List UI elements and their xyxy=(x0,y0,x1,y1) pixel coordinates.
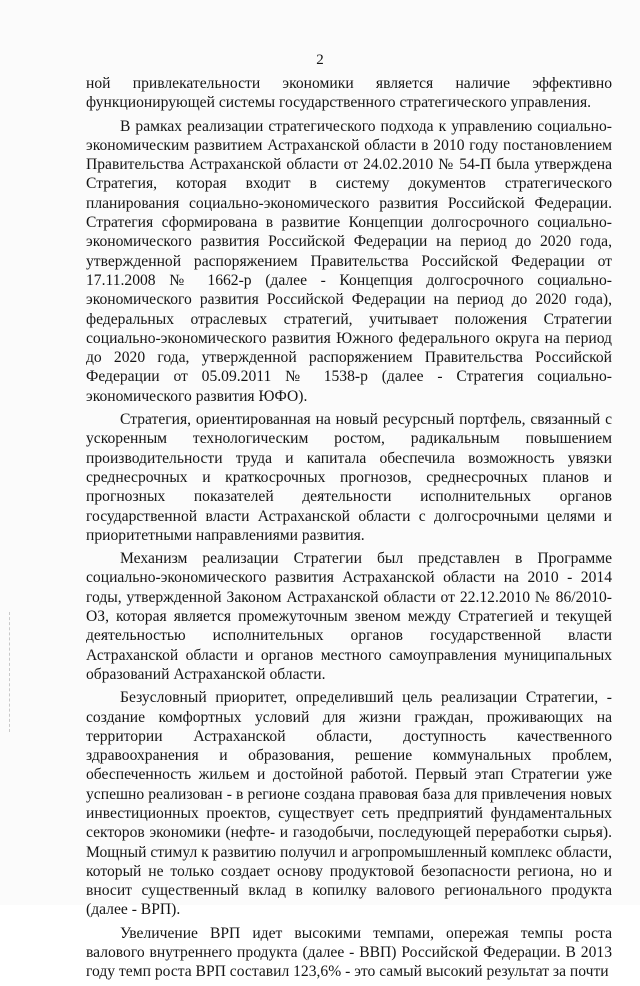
paragraph-resource-portfolio: Стратегия, ориентированная на новый ресурсный портфель, связанный с ускоренным технологическим ростом, радикальным повышением производительности труда и капитала обеспечила возможность увязки среднесрочных и краткосрочных прогнозов, среднесрочных планов и прогнозных показателей деятельности исполнительных органов государственной власти Астраханской области с долгосрочными целями и приоритетными направлениями развития. xyxy=(86,411,612,544)
body-text xyxy=(86,74,612,986)
paragraph-continuation: ной привлекательности экономики является наличие эффективно функционирующей системы государственного стратегического управления. xyxy=(86,75,612,112)
paragraph-strategy-approval: В рамках реализации стратегического подхода к управлению социально-экономическим развитием Астраханской области в 2010 году постановлением Правительства Астраханской области от 24.02.2010 № 54-П была утверждена Стратегия, которая входит в систему документов стратегического планирования социально-экономического развития Российской Федерации. Стратегия сформирована в развитие Концепции долгосрочного социально-экономического развития Российской Федерации на период до 2020 года, утвержденной распоряжением Правительства Российской Федерации от 17.11.2008 № 1662-р (далее - Концепция долгосрочного социально-экономического развития Российской Федерации на период до 2020 года), федеральных отраслевых стратегий, учитывает положения Стратегии социально-экономического развития Южного федерального округа на период до 2020 года, утвержденной распоряжением Правительства Российской Федерации от 05.09.2011 № 1538-р (далее - Стратегия социально-экономического развития ЮФО). xyxy=(86,117,612,405)
paragraph-priority: Безусловный приоритет, определивший цель реализации Стратегии, - создание комфортных условий для жизни граждан, проживающих на территории Астраханской области, доступность качественного здравоохранения и образования, решение коммунальных проблем, обеспеченность жильем и достойной работой. Первый этап Стратегии уже успешно реализован - в регионе создана правовая база для привлечения новых инвестиционных проектов, существует сеть предприятий фундаментальных секторов экономики (нефте- и газодобычи, последующей переработки сырья). Мощный стимул к развитию получил и агропромышленный комплекс области, который не только создает основу продуктовой безопасности региона, но и вносит существенный вклад в копилку валового регионального продукта (далее - ВРП). xyxy=(86,689,612,919)
paragraph-grp-growth: Увеличение ВРП идет высокими темпами, опережая темпы роста валового внутреннего продукта (далее - ВВП) Российской Федерации. В 2013 году темп роста ВРП составил 123,6% - это самый высокий результат за почти xyxy=(86,924,612,981)
page-number: 2 xyxy=(316,52,324,68)
scan-margin-mark xyxy=(9,612,11,732)
paragraph-implementation-mechanism: Механизм реализации Стратегии был представлен в Программе социально-экономического развития Астраханской области на 2010 - 2014 годы, утвержденной Законом Астраханской области от 22.12.2010 № 86/2010-ОЗ, которая является промежуточным звеном между Стратегией и текущей деятельностью исполнительных органов государственной власти Астраханской области и органов местного самоуправления муниципальных образований Астраханской области. xyxy=(86,550,612,683)
